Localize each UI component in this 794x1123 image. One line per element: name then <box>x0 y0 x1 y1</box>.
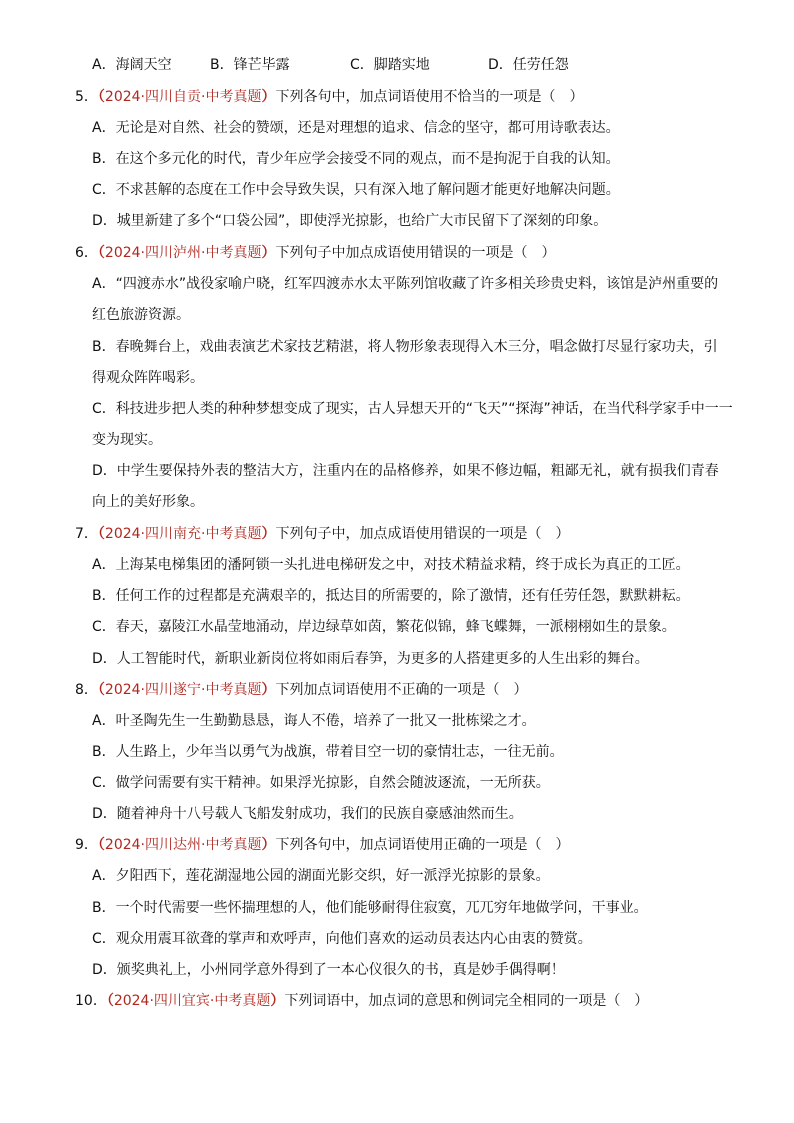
question-source: 2024·四川南充·中考真题 <box>104 526 262 542</box>
question-source: 2024·四川宜宾·中考真题 <box>113 993 271 1009</box>
question-6-option-cont: 得观众阵阵喝彩。 <box>92 370 204 386</box>
question-7-option: D．人工智能时代，新职业新岗位将如雨后春笋，为更多的人搭建更多的人生出彩的舞台。 <box>92 651 649 667</box>
question-source: 2024·四川自贡·中考真题 <box>104 89 262 105</box>
question-source: 2024·四川泸州·中考真题 <box>104 245 262 261</box>
question-9-option: C．观众用震耳欲聋的掌声和欢呼声，向他们喜欢的运动员表达内心由衷的赞赏。 <box>92 931 592 947</box>
question-8-stem: 8．（2024·四川遂宁·中考真题）下列加点词语使用不正确的一项是（ ） <box>75 682 528 698</box>
question-5-stem: 5．（2024·四川自贡·中考真题）下列各句中，加点词语使用不恰当的一项是（ ） <box>75 89 584 105</box>
question-9-stem: 9．（2024·四川达州·中考真题）下列各句中，加点词语使用正确的一项是（ ） <box>75 837 570 853</box>
question-6-option-cont: 变为现实。 <box>92 432 162 448</box>
question-6-option-cont: 红色旅游资源。 <box>92 307 190 323</box>
question-9-option: A．夕阳西下，莲花湖湿地公园的湖面光影交织，好一派浮光掠影的景象。 <box>92 868 550 884</box>
question-number: 5． <box>75 89 98 105</box>
option-b: B．锋芒毕露 <box>210 57 290 73</box>
question-text: 下列句子中，加点成语使用错误的一项是（ ） <box>275 526 570 542</box>
question-6-option: B．春晚舞台上，戏曲表演艺术家技艺精湛，将人物形象表现得入木三分，唱念做打尽显行家功夫，引 <box>92 339 718 355</box>
question-6-stem: 6．（2024·四川泸州·中考真题）下列句子中加点成语使用错误的一项是（ ） <box>75 245 556 261</box>
question-text: 下列词语中，加点词的意思和例词完全相同的一项是（ ） <box>284 993 649 1009</box>
option-c: C．脚踏实地 <box>350 57 430 73</box>
question-text: 下列各句中，加点词语使用不恰当的一项是（ ） <box>275 89 584 105</box>
question-source: 2024·四川遂宁·中考真题 <box>104 682 262 698</box>
question-7-option: B．任何工作的过程都是充满艰辛的，抵达目的所需要的，除了激情，还有任劳任怨，默默耕耘。 <box>92 588 690 604</box>
question-number: 6． <box>75 245 98 261</box>
question-6-option: D．中学生要保持外表的整洁大方，注重内在的品格修养，如果不修边幅，粗鄙无礼，就有损我们青春 <box>92 463 719 479</box>
question-text: 下列句子中加点成语使用错误的一项是（ ） <box>275 245 556 261</box>
option-d: D．任劳任怨 <box>488 57 569 73</box>
question-8-option: A．叶圣陶先生一生勤勤恳恳，诲人不倦，培养了一批又一批栋梁之才。 <box>92 713 536 729</box>
question-8-option: B．人生路上，少年当以勇气为战旗，带着目空一切的豪情壮志，一往无前。 <box>92 744 564 760</box>
question-6-option-cont: 向上的美好形象。 <box>92 494 204 510</box>
question-7-stem: 7．（2024·四川南充·中考真题）下列句子中，加点成语使用错误的一项是（ ） <box>75 526 570 542</box>
option-a: A．海阔天空 <box>92 57 172 73</box>
question-number: 10． <box>75 993 107 1009</box>
question-5-option: A．无论是对自然、社会的赞颂，还是对理想的追求、信念的坚守，都可用诗歌表达。 <box>92 120 620 136</box>
question-5-option: B．在这个多元化的时代，青少年应学会接受不同的观点，而不是拘泥于自我的认知。 <box>92 151 620 167</box>
question-5-option: D．城里新建了多个“口袋公园”，即使浮光掠影，也给广大市民留下了深刻的印象。 <box>92 213 608 229</box>
question-text: 下列各句中，加点词语使用正确的一项是（ ） <box>275 837 570 853</box>
question-9-option: B．一个时代需要一些怀揣理想的人，他们能够耐得住寂寞，兀兀穷年地做学问，干事业。 <box>92 900 648 916</box>
question-5-option: C．不求甚解的态度在工作中会导致失误，只有深入地了解问题才能更好地解决问题。 <box>92 182 620 198</box>
question-number: 7． <box>75 526 98 542</box>
question-number: 8． <box>75 682 98 698</box>
question-text: 下列加点词语使用不正确的一项是（ ） <box>275 682 528 698</box>
question-10-stem: 10．（2024·四川宜宾·中考真题）下列词语中，加点词的意思和例词完全相同的一项是（ ） <box>75 993 649 1009</box>
question-7-option: C．春天，嘉陵江水晶莹地涌动，岸边绿草如茵，繁花似锦，蜂飞蝶舞，一派栩栩如生的景象。 <box>92 619 676 635</box>
question-number: 9． <box>75 837 98 853</box>
question-9-option: D．颁奖典礼上，小州同学意外得到了一本心仪很久的书，真是妙手偶得啊！ <box>92 962 565 978</box>
question-8-option: D．随着神舟十八号载人飞船发射成功，我们的民族自豪感油然而生。 <box>92 806 523 822</box>
question-6-option: A．“四渡赤水”战役家喻户晓，红军四渡赤水太平陈列馆收藏了许多相关珍贵史料，该馆是泸州重要的 <box>92 276 719 292</box>
question-8-option: C．做学问需要有实干精神。如果浮光掠影，自然会随波逐流，一无所获。 <box>92 775 550 791</box>
question-7-option: A．上海某电梯集团的潘阿锁一头扎进电梯研发之中，对技术精益求精，终于成长为真正的工匠。 <box>92 557 690 573</box>
question-6-option: C．科技进步把人类的种种梦想变成了现实，古人异想天开的“飞天”“探海”神话，在当代科学家手中一一 <box>92 401 733 417</box>
question-source: 2024·四川达州·中考真题 <box>104 837 262 853</box>
